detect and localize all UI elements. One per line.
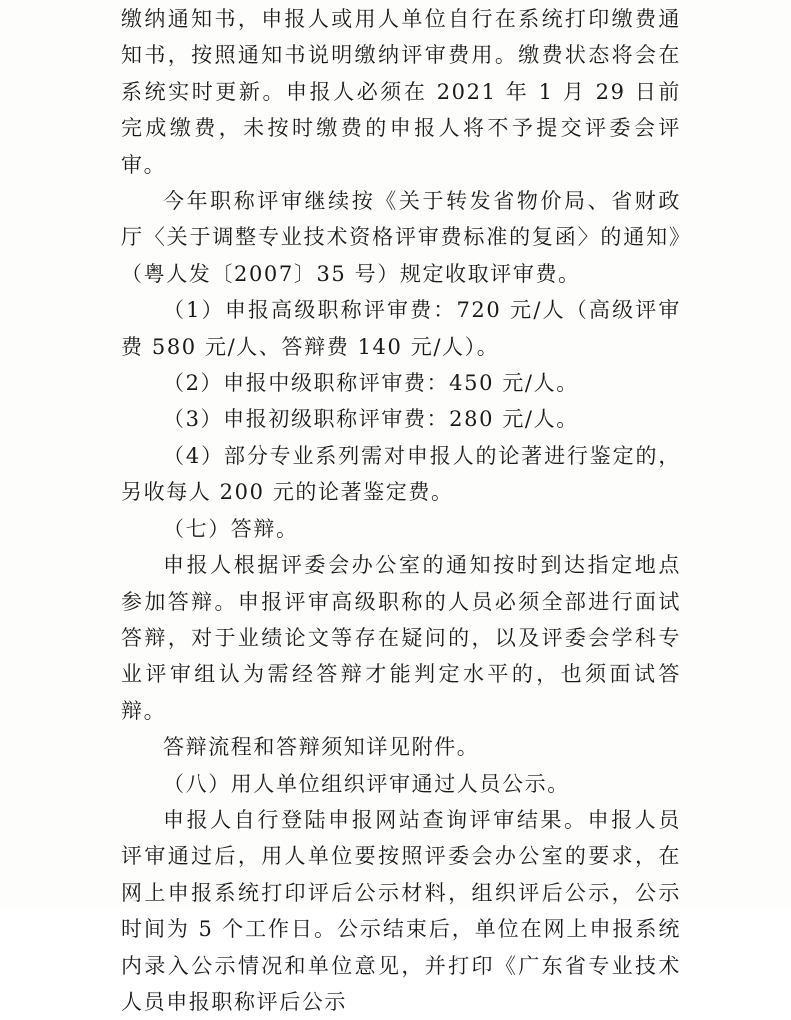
paragraph-junior-fee: （3）申报初级职称评审费：280 元/人。 bbox=[163, 407, 579, 432]
section-heading-defense: （七）答辩。 bbox=[163, 516, 299, 541]
paragraph-payment-deadline: 缴纳通知书，申报人或用人单位自行在系统打印缴费通知书，按照通知书说明缴纳评审费用。缴费状态将会在系统实时更新。申报人必须在 2021 年 1 月 29 日前完成缴费，未按时缴费的申报人将不予提交评委会评审。 bbox=[121, 7, 681, 177]
paragraph-publicity-process: 申报人自行登陆申报网站查询评审结果。申报人员评审通过后，用人单位要按照评委会办公室的要求，在网上申报系统打印评后公示材料，组织评后公示，公示时间为 5 个工作日。公示结束后，单位在网上申报系统内录入公示情况和单位意见，并打印《广东省专业技术人员申报职称评后公示 bbox=[121, 807, 681, 1014]
paragraph-appraisal-fee: （4）部分专业系列需对申报人的论著进行鉴定的，另收每人 200 元的论著鉴定费。 bbox=[121, 443, 681, 505]
section-heading-publicity: （八）用人单位组织评审通过人员公示。 bbox=[163, 771, 570, 796]
document-body bbox=[121, 0, 681, 1020]
paragraph-fee-standard: 今年职称评审继续按《关于转发省物价局、省财政厅〈关于调整专业技术资格评审费标准的复函〉的通知》（粤人发〔2007〕35 号）规定收取评审费。 bbox=[121, 189, 681, 286]
paragraph-intermediate-fee: （2）申报中级职称评审费：450 元/人。 bbox=[163, 371, 579, 396]
paragraph-defense-attachment: 答辩流程和答辩须知详见附件。 bbox=[163, 735, 480, 760]
paragraph-defense-rules: 申报人根据评委会办公室的通知按时到达指定地点参加答辩。申报评审高级职称的人员必须全部进行面试答辩，对于业绩论文等存在疑问的，以及评委会学科专业评审组认为需经答辩才能判定水平的，也须面试答辩。 bbox=[121, 553, 681, 723]
paragraph-senior-fee: （1）申报高级职称评审费：720 元/人（高级评审费 580 元/人、答辩费 140 元/人）。 bbox=[121, 298, 681, 359]
